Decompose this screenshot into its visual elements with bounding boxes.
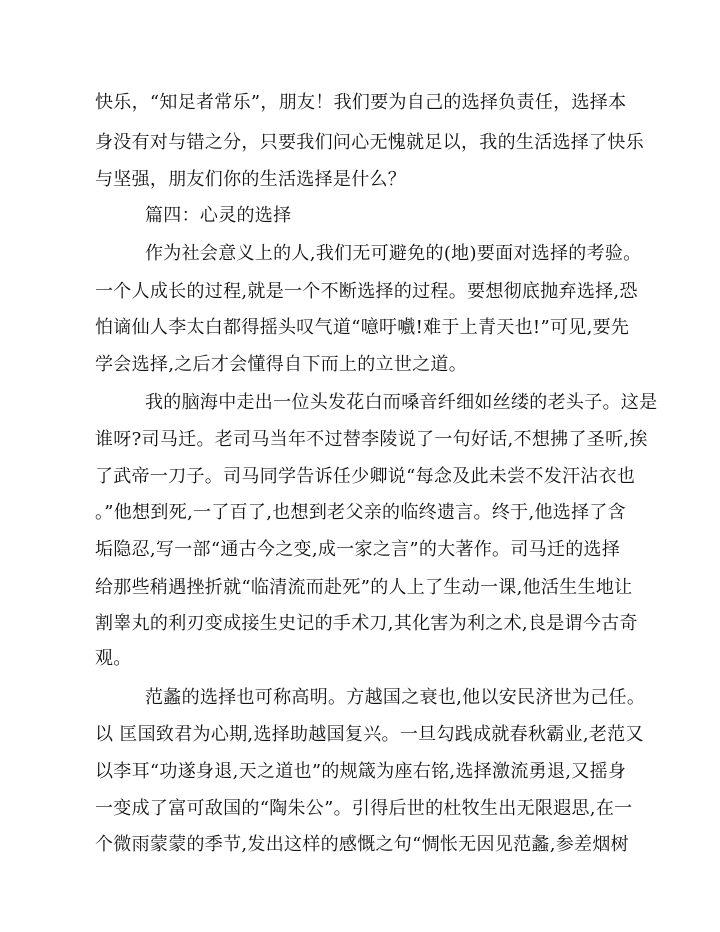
text-line: 。”他想到死,一了百了,也想到老父亲的临终遗言。终于,他选择了含	[95, 502, 626, 523]
text-line: 个微雨蒙蒙的季节,发出这样的感慨之句“惆怅无因见范蠡,参差烟树	[95, 834, 629, 855]
text-line: 我的脑海中走出一位头发花白而嗓音纤细如丝缕的老头子。这是	[145, 392, 658, 413]
text-line: 谁呀?司马迁。老司马当年不过替李陵说了一句好话,不想拂了圣听,挨	[95, 429, 648, 450]
text-line: 怕谪仙人李太白都得摇头叹气道“噫吁嚱!难于上青天也!”可见,要先	[95, 317, 630, 338]
text-line: 垢隐忍,写一部“通古今之变,成一家之言”的大著作。司马迁的选择	[95, 539, 621, 560]
text-line: 了武帝一刀子。司马同学告诉任少卿说“每念及此未尝不发汗沾衣也	[95, 466, 636, 487]
text-line: 学会选择,之后才会懂得自下而上的立世之道。	[95, 354, 468, 375]
text-line: 观。	[95, 648, 132, 669]
text-line: 快乐，“知足者常乐”，朋友！我们要为自己的选择负责任，选择本	[95, 92, 627, 113]
text-line: 作为社会意义上的人,我们无可避免的(地)要面对选择的考验。	[145, 243, 642, 264]
text-line: 身没有对与错之分，只要我们问心无愧就足以，我的生活选择了快乐	[95, 132, 644, 153]
text-line: 割睾丸的利刃变成接生史记的手术刀,其化害为利之术,良是谓今古奇	[95, 613, 638, 634]
text-line: 以李耳“功遂身退,天之道也”的规箴为座右铭,选择激流勇退,又摇身	[95, 761, 627, 782]
section-heading: 篇四：心灵的选择	[145, 205, 292, 226]
text-line: 以 匡国致君为心期,选择助越国复兴。一旦勾践成就春秋霸业,老范又	[95, 724, 644, 745]
text-line: 一变成了富可敌国的“陶朱公”。引得后世的杜牧生出无限遐思,在一	[95, 798, 633, 819]
text-line: 范蠡的选择也可称高明。方越国之衰也,他以安民济世为己任。	[145, 687, 646, 708]
text-line: 一个人成长的过程,就是一个不断选择的过程。要想彻底抛弃选择,恐	[95, 281, 638, 302]
text-line: 与坚强，朋友们你的生活选择是什么？	[95, 169, 407, 190]
text-line: 给那些稍遇挫折就“临清流而赴死”的人上了生动一课,他活生生地让	[95, 577, 633, 598]
